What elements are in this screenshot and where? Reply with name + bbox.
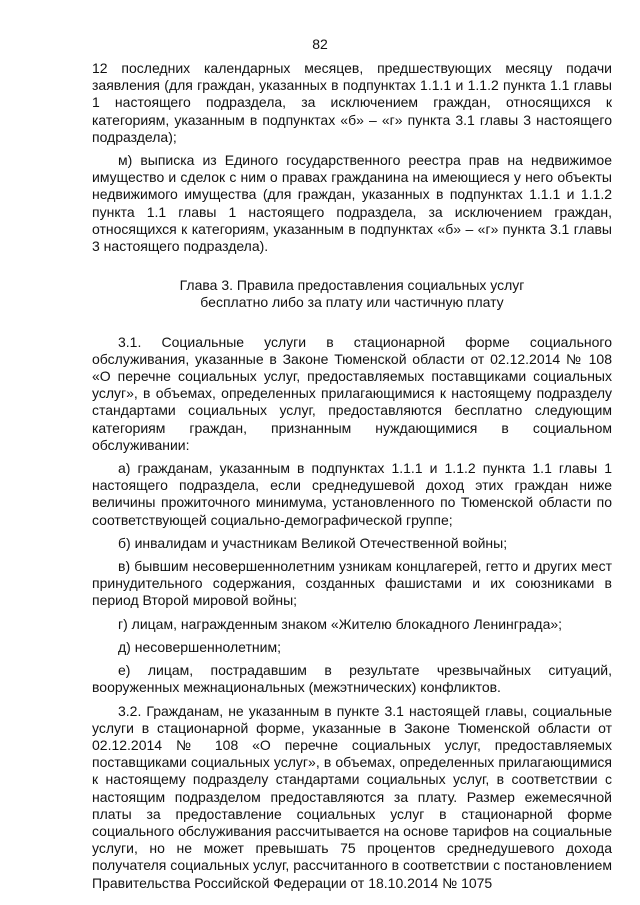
paragraph-item-g: г) лицам, награжденным знаком «Жителю блокадного Ленинграда»; bbox=[118, 615, 563, 632]
paragraph-3-1: 3.1. Социальные услуги в стационарной форме социального обслуживания, указанные в Законе Тюменской области от 02.12.2014 № 108 «О перечне социальных услуг, предоставляемых поставщиками социальных услуг», в объемах, определенных прилагающимися к настоящему подразделу стандартами социальных услуг, предоставляются бесплатно следующим категориям граждан, признанным нуждающимися в социальном обслуживании: bbox=[92, 333, 612, 453]
paragraph-item-b: б) инвалидам и участникам Великой Отечественной войны; bbox=[118, 534, 508, 551]
page-number: 82 bbox=[312, 36, 328, 52]
page-content bbox=[92, 60, 612, 898]
paragraph-item-a: а) гражданам, указанным в подпунктах 1.1.1 и 1.1.2 пункта 1.1 главы 1 настоящего подраздела, если среднедушевой доход этих граждан ниже величины прожиточного минимума, установленного по Тюменской области по соответствующей социально-демографической группе; bbox=[92, 460, 612, 528]
paragraph-3-2: 3.2. Гражданам, не указанным в пункте 3.1 настоящей главы, социальные услуги в стационарной форме, указанные в Законе Тюменской области от 02.12.2014 № 108 «О перечне социальных услуг, предоставляемых поставщиками социальных услуг», в объемах, определенных прилагающимися к настоящему подразделу стандартами социальных услуг, в соответствии с настоящим подразделом предоставляются за плату. Размер ежемесячной платы за предоставление социальных услуг в стационарной форме социального обслуживания рассчитывается на основе тарифов на социальные услуги, но не может превышать 75 процентов среднедушевого дохода получателя социальных услуг, рассчитанного в соответствии с постановлением Правительства Российской Федерации от 18.10.2014 № 1075 bbox=[92, 702, 612, 891]
paragraph-item-e: е) лицам, пострадавшим в результате чрезвычайных ситуаций, вооруженных межнациональных (межэтнических) конфликтов. bbox=[92, 662, 612, 696]
paragraph-item-v: в) бывшим несовершеннолетним узникам концлагерей, гетто и других мест принудительного содержания, созданных фашистами и их союзниками в период Второй мировой войны; bbox=[92, 558, 612, 609]
chapter-heading bbox=[92, 277, 612, 311]
chapter-heading-line-1: Глава 3. Правила предоставления социальных услуг bbox=[179, 277, 525, 294]
paragraph-continuation: 12 последних календарных месяцев, предшествующих месяцу подачи заявления (для граждан, указанных в подпунктах 1.1.1 и 1.1.2 пункта 1.1 главы 1 настоящего подраздела, за исключением граждан, относящихся к категориям, указанным в подпунктах «б» – «г» пункта 3.1 главы 3 настоящего подраздела); bbox=[92, 60, 612, 145]
chapter-heading-line-2: бесплатно либо за плату или частичную плату bbox=[200, 294, 504, 311]
paragraph-item-m: м) выписка из Единого государственного реестра прав на недвижимое имущество и сделок с ним о правах гражданина на имеющиеся у него объекты недвижимого имущества (для граждан, указанных в подпунктах 1.1.1 и 1.1.2 пункта 1.1 главы 1 настоящего подраздела, за исключением граждан, относящихся к категориям, указанным в подпунктах «б» – «г» пункта 3.1 главы 3 настоящего подраздела). bbox=[92, 152, 612, 255]
paragraph-item-d: д) несовершеннолетним; bbox=[118, 638, 281, 655]
